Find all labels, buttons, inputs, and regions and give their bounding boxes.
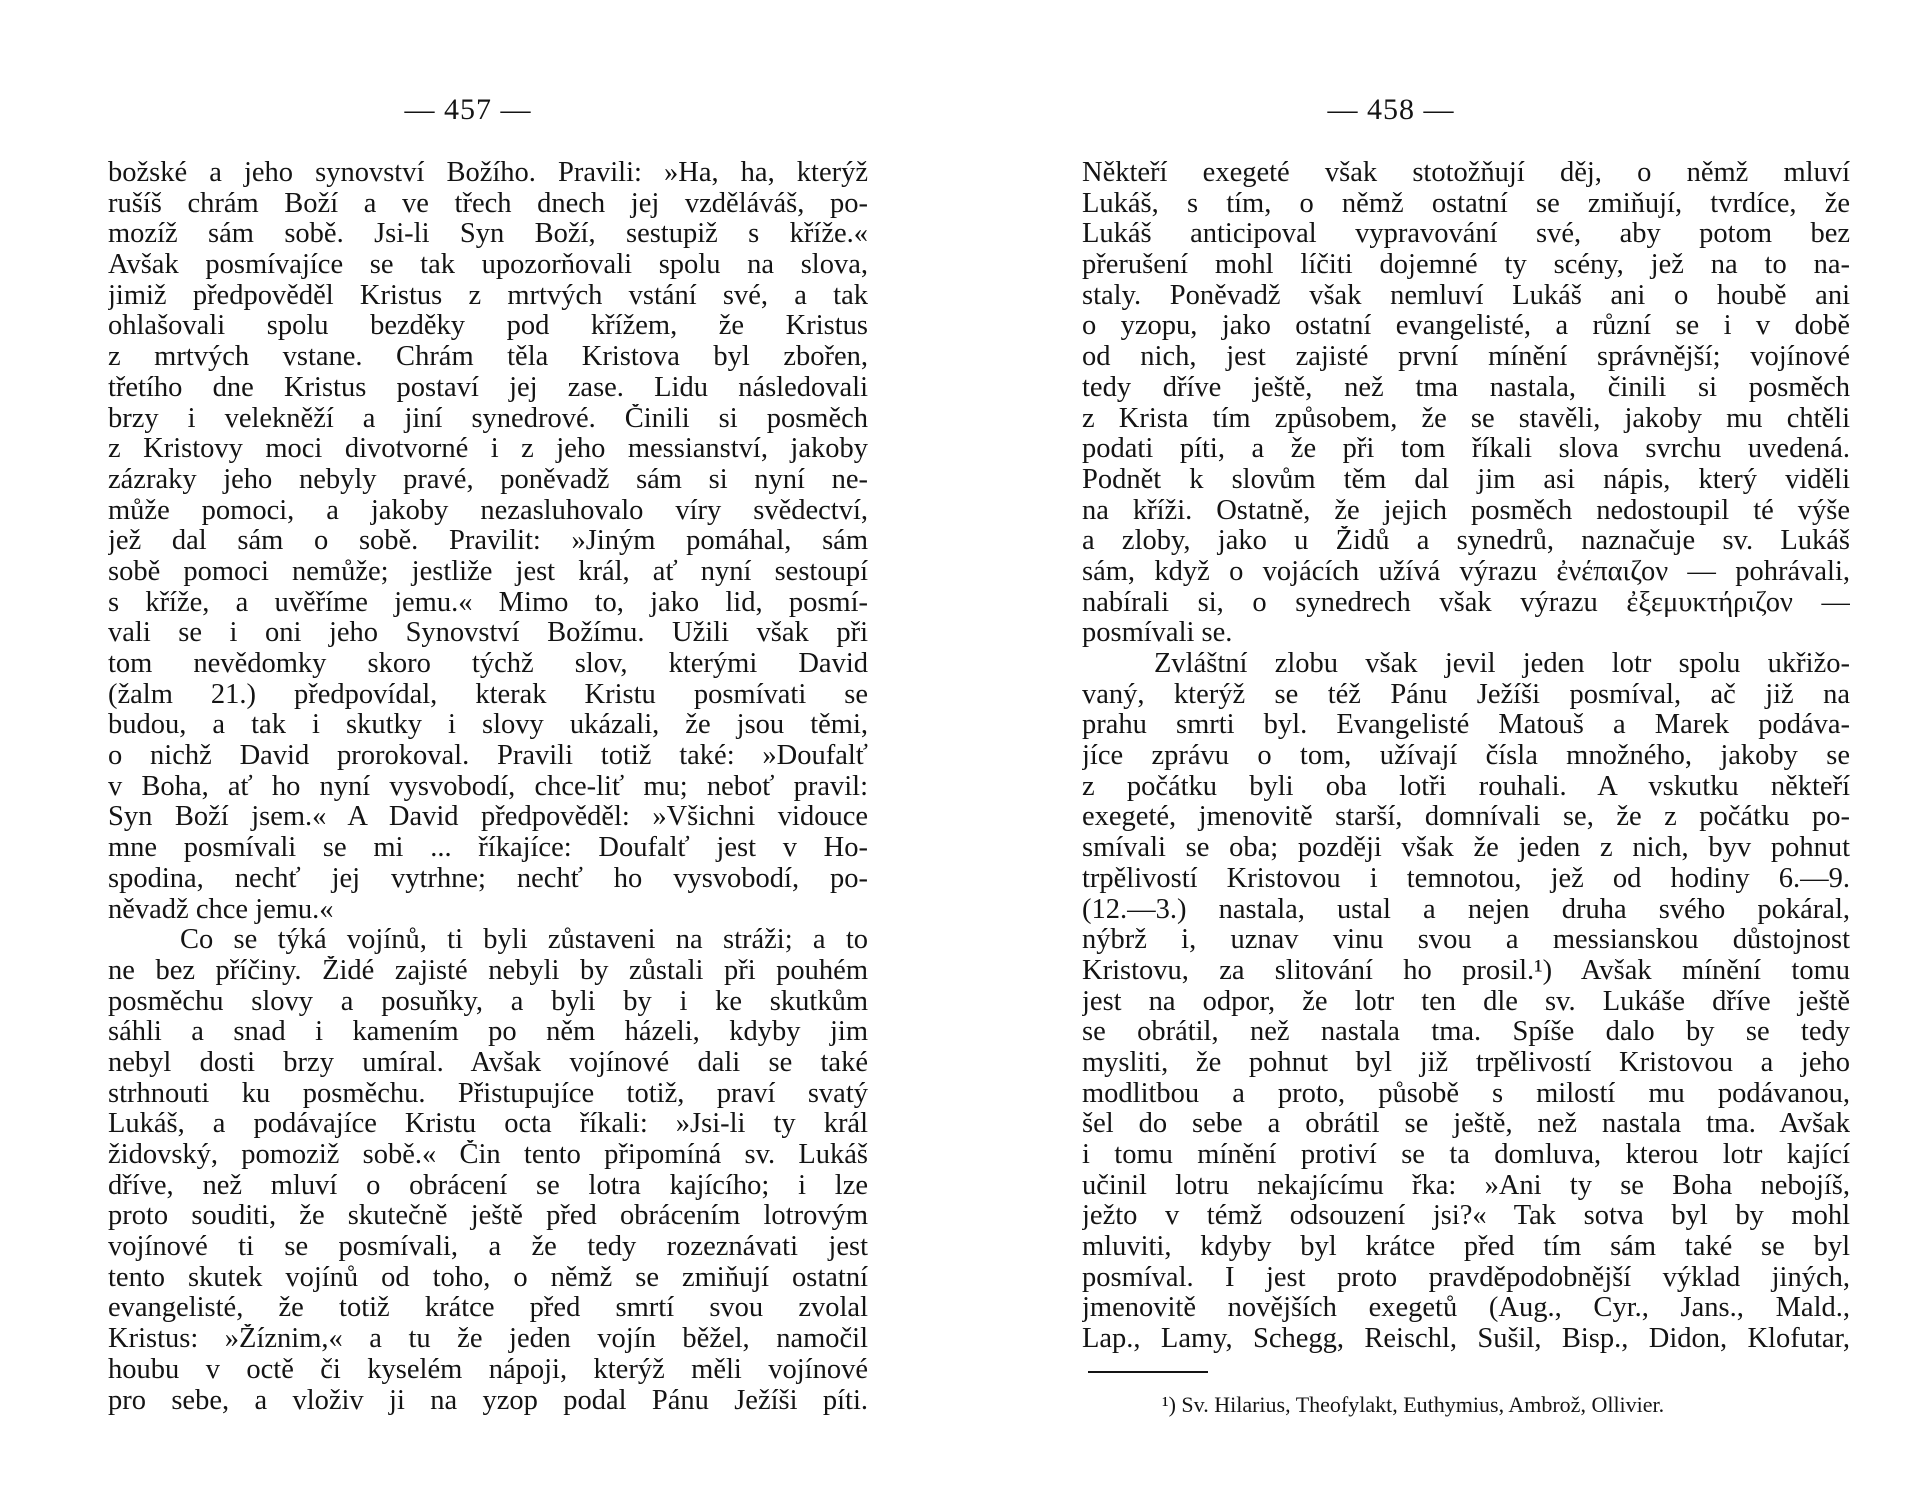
text-line: z Kristovy moci divotvorné i z jeho messianství, jakoby — [108, 434, 868, 465]
text-line: evangelisté, že totiž krátce před smrtí svou zvolal — [108, 1293, 868, 1324]
text-line: vali se i oni jeho Synovství Božímu. Užili však při — [108, 618, 868, 649]
text-line: sobě pomoci nemůže; jestliže jest král, ať nyní sestoupí — [108, 556, 868, 587]
text-line: posmívali se. — [1082, 618, 1233, 649]
text-line: houbu v octě či kyselém nápoji, kterýž měli vojínové — [108, 1354, 868, 1385]
text-line: mne posmívali se mi ... říkajíce: Doufalť jest v Ho- — [108, 833, 868, 864]
text-line: třetího dne Kristus postaví jej zase. Lidu následovali — [108, 372, 868, 403]
footnote-rule — [1088, 1371, 1208, 1373]
text-line: Lukáš, s tím, o němž ostatní se zmiňují, tvrdíce, že — [1082, 188, 1850, 219]
text-line: trpělivostí Kristovou i temnotou, jež od hodiny 6.—9. — [1082, 863, 1850, 894]
footnote: ¹) Sv. Hilarius, Theofylakt, Euthymius, Ambrož, Ollivier. — [1162, 1391, 1665, 1417]
text-line: jmenovitě novějších exegetů (Aug., Cyr., Jans., Mald., — [1082, 1293, 1850, 1324]
text-line: (žalm 21.) předpovídal, kterak Kristu posmívati se — [108, 679, 868, 710]
text-line: učinil lotru nekajícímu řka: »Ani ty se Boha nebojíš, — [1082, 1170, 1850, 1201]
text-line: jež dal sám o sobě. Pravilit: »Jiným pomáhal, sám — [108, 526, 868, 557]
text-line: a zloby, jako u Židů a synedrů, naznačuje sv. Lukáš — [1082, 526, 1850, 557]
text-line: vaný, kterýž se též Pánu Ježíši posmíval, ač již na — [1082, 679, 1850, 710]
text-line: sáhli a snad i kamením po něm házeli, kdyby jim — [108, 1017, 868, 1048]
right-page — [1082, 90, 1850, 1419]
text-line: Lap., Lamy, Schegg, Reischl, Sušil, Bisp., Didon, Klofutar, — [1082, 1324, 1850, 1355]
text-line: podati píti, a že při tom říkali slova svrchu uvedená. — [1082, 434, 1850, 465]
text-line: jimiž předpověděl Kristus z mrtvých vstání své, a tak — [108, 280, 868, 311]
page-number-left: — 457 — — [404, 93, 532, 126]
text-line: Kristus: »Žíznim,« a tu že jeden vojín běžel, namočil — [108, 1324, 868, 1355]
text-line: Kristovu, za slitování ho prosil.¹) Avšak mínění tomu — [1082, 955, 1850, 986]
text-line: šel do sebe a obrátil se ještě, než nastala tma. Avšak — [1082, 1109, 1850, 1140]
text-line: tom nevědomky skoro týchž slov, kterými David — [108, 649, 868, 679]
text-line: Lukáš, a podávajíce Kristu octa říkali: »Jsi-li ty král — [108, 1109, 868, 1140]
text-line: nabírali si, o synedrech však výrazu ἐξεμυκτήριζον — — [1082, 587, 1850, 618]
text-line: spodina, nechť jej vytrhne; nechť ho vysvobodí, po- — [108, 863, 868, 894]
text-line: mysliti, že pohnut byl již trpělivostí Kristovou a jeho — [1082, 1047, 1850, 1078]
text-line: i tomu mínění protiví se ta domluva, kterou lotr kající — [1082, 1140, 1850, 1170]
page-number-right: — 458 — — [1327, 93, 1455, 126]
text-line: židovský, pomoziž sobě.« Čin tento připomíná sv. Lukáš — [108, 1140, 868, 1170]
text-line: v Boha, ať ho nyní vysvobodí, chce-liť mu; neboť pravil: — [108, 771, 868, 802]
text-line: ne bez příčiny. Židé zajisté nebyli by zůstali při pouhém — [108, 955, 868, 986]
text-line: exegeté, jmenovitě starší, domnívali se, že z počátku po- — [1082, 802, 1850, 833]
text-line: jíce zprávu o tom, užívají čísla množného, jakoby se — [1082, 741, 1850, 772]
text-line: se obrátil, než nastala tma. Spíše dalo by se tedy — [1082, 1017, 1850, 1048]
text-line: z počátku byli oba lotři rouhali. A vskutku někteří — [1082, 771, 1850, 802]
text-line: brzy i velekněží a jiní synedrové. Činili si posměch — [108, 403, 868, 434]
text-line: může pomoci, a jakoby nezasluhovalo víry svědectví, — [108, 495, 868, 526]
text-line: o nichž David prorokoval. Pravili totiž také: »Doufalť — [108, 741, 868, 772]
text-line: budou, a tak i skutky i slovy ukázali, že jsou těmi, — [108, 710, 868, 741]
text-line: pro sebe, a vloživ ji na yzop podal Pánu Ježíši píti. — [108, 1385, 868, 1416]
text-line: Podnět k slovům těm dal jim asi nápis, který viděli — [1082, 464, 1850, 495]
text-line: tedy dříve ještě, než tma nastala, činili si posměch — [1082, 372, 1850, 403]
text-line: na kříži. Ostatně, že jejich posměch nedostoupil té výše — [1082, 495, 1850, 526]
text-line: posmíval. I jest proto pravděpodobnější výklad jiných, — [1082, 1262, 1850, 1293]
text-line: sám, když o vojácích užívá výrazu ἐνέπαιζον — pohrávali, — [1082, 556, 1850, 587]
text-line: rušíš chrám Boží a ve třech dnech jej vzděláváš, po- — [108, 188, 868, 219]
text-line: (12.—3.) nastala, ustal a nejen druha svého pokáral, — [1082, 894, 1850, 925]
left-page — [108, 90, 868, 1416]
text-line: mozíž sám sobě. Jsi-li Syn Boží, sestupiž s kříže.« — [108, 219, 868, 250]
text-line: tento skutek vojínů od toho, o němž se zmiňují ostatní — [108, 1262, 868, 1293]
text-line: nebyl dosti brzy umíral. Avšak vojínové dali se také — [108, 1047, 868, 1078]
text-line: nýbrž i, uznav vinu svou a messianskou důstojnost — [1082, 925, 1850, 956]
text-line: Co se týká vojínů, ti byli zůstaveni na stráži; a to — [180, 925, 868, 956]
text-line: Syn Boží jsem.« A David předpověděl: »Všichni vidouce — [108, 802, 868, 833]
text-line: s kříže, a uvěříme jemu.« Mimo to, jako lid, posmí- — [108, 587, 868, 618]
text-line: Avšak posmívajíce se tak upozorňovali spolu na slova, — [108, 250, 868, 281]
text-line: proto souditi, že skutečně ještě před obrácením lotrovým — [108, 1201, 868, 1232]
right-page-text — [1082, 158, 1850, 1355]
text-line: přerušení mohl líčiti dojemné ty scény, jež na to na- — [1082, 250, 1850, 281]
text-line: dříve, než mluví o obrácení se lotra kajícího; i lze — [108, 1170, 868, 1201]
text-line: božské a jeho synovství Božího. Pravili: »Ha, ha, kterýž — [108, 158, 868, 188]
text-line: od nich, jest zajisté první mínění správnější; vojínové — [1082, 342, 1850, 373]
text-line: Zvláštní zlobu však jevil jeden lotr spolu ukřižo- — [1154, 649, 1850, 679]
text-line: posměchu slovy a posuňky, a byli by i ke skutkům — [108, 986, 868, 1017]
text-line: Někteří exegeté však stotožňují děj, o němž mluví — [1082, 158, 1850, 188]
text-line: Lukáš anticipoval vypravování své, aby potom bez — [1082, 219, 1850, 250]
text-line: z Krista tím způsobem, že se stavěli, jakoby mu chtěli — [1082, 403, 1850, 434]
text-line: ohlašovali spolu bezděky pod křížem, že Kristus — [108, 311, 868, 342]
text-line: ježto v témž odsouzení jsi?« Tak sotva byl by mohl — [1082, 1201, 1850, 1232]
text-line: smívali se oba; později však že jeden z nich, byv pohnut — [1082, 833, 1850, 864]
text-line: zázraky jeho nebyly pravé, poněvadž sám si nyní ne- — [108, 464, 868, 495]
text-line: o yzopu, jako ostatní evangelisté, a různí se i v době — [1082, 311, 1850, 342]
text-line: něvadž chce jemu.« — [108, 894, 334, 925]
text-line: strhnouti ku posměchu. Přistupujíce totiž, praví svatý — [108, 1078, 868, 1109]
text-line: mluviti, kdyby byl krátce před tím sám také se byl — [1082, 1232, 1850, 1263]
text-line: staly. Poněvadž však nemluví Lukáš ani o houbě ani — [1082, 280, 1850, 311]
left-page-text — [108, 158, 868, 1416]
text-line: modlitbou a proto, působě s milostí mu podávanou, — [1082, 1078, 1850, 1109]
text-line: z mrtvých vstane. Chrám těla Kristova byl zbořen, — [108, 342, 868, 373]
text-line: prahu smrti byl. Evangelisté Matouš a Marek podáva- — [1082, 710, 1850, 741]
text-line: vojínové ti se posmívali, a že tedy rozeznávati jest — [108, 1232, 868, 1263]
text-line: jest na odpor, že lotr ten dle sv. Lukáše dříve ještě — [1082, 986, 1850, 1017]
